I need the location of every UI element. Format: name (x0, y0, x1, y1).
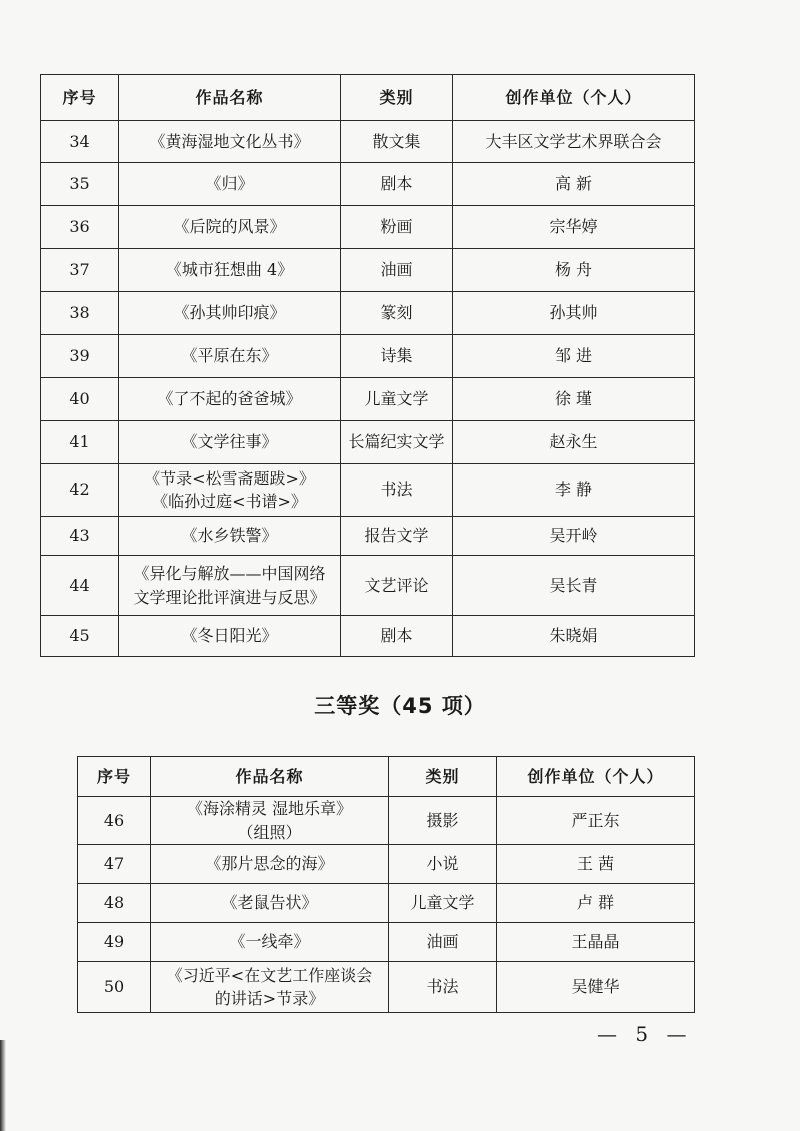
row-title: 《异化与解放——中国网络 文学理论批评演进与反思》 (119, 556, 341, 616)
row-title: 《平原在东》 (119, 335, 341, 378)
row-title: 《后院的风景》 (119, 206, 341, 249)
row-number: 41 (41, 421, 119, 464)
row-number: 37 (41, 249, 119, 292)
row-title: 《黄海湿地文化丛书》 (119, 121, 341, 163)
row-category: 油画 (341, 249, 453, 292)
table-row (41, 335, 695, 378)
section-heading: 三等奖（45 项） (314, 694, 486, 718)
row-number: 38 (41, 292, 119, 335)
row-title: 《海涂精灵 湿地乐章》 （组照） (151, 797, 389, 845)
row-category: 篆刻 (341, 292, 453, 335)
row-number: 42 (41, 464, 119, 517)
row-number: 46 (78, 797, 151, 845)
header-creator: 创作单位（个人） (497, 757, 695, 797)
row-number: 34 (41, 121, 119, 163)
row-number: 49 (78, 923, 151, 962)
row-creator: 邹 进 (453, 335, 695, 378)
table-row (41, 556, 695, 616)
table-row (78, 797, 695, 845)
table-row (78, 923, 695, 962)
table-row (41, 249, 695, 292)
row-creator: 李 静 (453, 464, 695, 517)
row-category: 剧本 (341, 616, 453, 657)
row-creator: 卢 群 (497, 884, 695, 923)
table-row (41, 616, 695, 657)
row-number: 39 (41, 335, 119, 378)
row-title: 《孙其帅印痕》 (119, 292, 341, 335)
table-header-row (41, 75, 695, 121)
row-creator: 吴健华 (497, 962, 695, 1013)
row-number: 48 (78, 884, 151, 923)
row-title: 《了不起的爸爸城》 (119, 378, 341, 421)
awards-table-second-prize (40, 74, 695, 657)
row-category: 粉画 (341, 206, 453, 249)
row-number: 40 (41, 378, 119, 421)
row-category: 报告文学 (341, 517, 453, 556)
scan-edge-shadow (0, 1040, 6, 1131)
row-title: 《老鼠告状》 (151, 884, 389, 923)
row-category: 文艺评论 (341, 556, 453, 616)
row-title: 《冬日阳光》 (119, 616, 341, 657)
header-title: 作品名称 (119, 75, 341, 121)
table-row (41, 121, 695, 163)
row-creator: 吴长青 (453, 556, 695, 616)
row-category: 书法 (341, 464, 453, 517)
table-row (41, 292, 695, 335)
row-title: 《一线牵》 (151, 923, 389, 962)
table-row (41, 378, 695, 421)
row-creator: 严正东 (497, 797, 695, 845)
table-row (41, 517, 695, 556)
row-creator: 孙其帅 (453, 292, 695, 335)
row-number: 47 (78, 845, 151, 884)
row-category: 书法 (389, 962, 497, 1013)
row-creator: 宗华婷 (453, 206, 695, 249)
row-creator: 高 新 (453, 163, 695, 206)
row-number: 35 (41, 163, 119, 206)
row-number: 45 (41, 616, 119, 657)
row-category: 散文集 (341, 121, 453, 163)
row-category: 摄影 (389, 797, 497, 845)
page-number: — 5 — (597, 1022, 693, 1046)
row-title: 《文学往事》 (119, 421, 341, 464)
table-row (78, 884, 695, 923)
row-number: 44 (41, 556, 119, 616)
row-category: 油画 (389, 923, 497, 962)
row-title: 《城市狂想曲 4》 (119, 249, 341, 292)
header-number: 序号 (41, 75, 119, 121)
table-row (41, 464, 695, 517)
row-title: 《节录<松雪斋题跋>》 《临孙过庭<书谱>》 (119, 464, 341, 517)
row-creator: 赵永生 (453, 421, 695, 464)
row-number: 50 (78, 962, 151, 1013)
table-row (78, 962, 695, 1013)
row-creator: 大丰区文学艺术界联合会 (453, 121, 695, 163)
row-creator: 王 茜 (497, 845, 695, 884)
row-category: 儿童文学 (341, 378, 453, 421)
row-creator: 徐 瑾 (453, 378, 695, 421)
row-number: 43 (41, 517, 119, 556)
table-row (41, 421, 695, 464)
row-title: 《那片思念的海》 (151, 845, 389, 884)
header-creator: 创作单位（个人） (453, 75, 695, 121)
row-title: 《水乡铁警》 (119, 517, 341, 556)
row-category: 诗集 (341, 335, 453, 378)
row-creator: 王晶晶 (497, 923, 695, 962)
table-row (41, 163, 695, 206)
header-title: 作品名称 (151, 757, 389, 797)
table-header-row (78, 757, 695, 797)
row-category: 剧本 (341, 163, 453, 206)
row-category: 长篇纪实文学 (341, 421, 453, 464)
row-creator: 吴开岭 (453, 517, 695, 556)
header-category: 类别 (389, 757, 497, 797)
header-number: 序号 (78, 757, 151, 797)
row-title: 《归》 (119, 163, 341, 206)
table-row (78, 845, 695, 884)
row-category: 儿童文学 (389, 884, 497, 923)
row-creator: 朱晓娟 (453, 616, 695, 657)
header-category: 类别 (341, 75, 453, 121)
row-creator: 杨 舟 (453, 249, 695, 292)
row-category: 小说 (389, 845, 497, 884)
row-number: 36 (41, 206, 119, 249)
awards-table-third-prize (77, 756, 695, 1013)
table-row (41, 206, 695, 249)
row-title: 《习近平<在文艺工作座谈会 的讲话>节录》 (151, 962, 389, 1013)
